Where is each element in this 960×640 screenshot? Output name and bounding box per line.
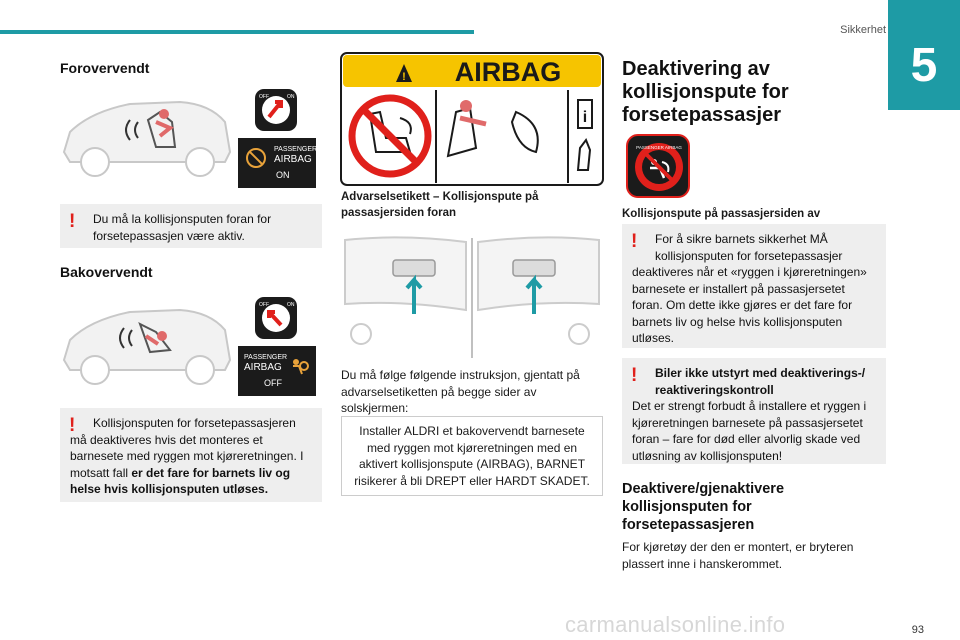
svg-text:ON: ON (287, 302, 295, 308)
airbag-warning-label (340, 52, 604, 186)
warning-text (70, 415, 312, 498)
rear-facing-car-illustration (60, 300, 235, 390)
warning-text: Det er strengt forbudt å installere et ryggen i kjøreretningen barnesete på passasjersetet foran – fare for død eller alvorlig skade ved utløsning av kollisjonsputen! (632, 399, 867, 463)
page-number: 93 (911, 624, 924, 636)
child-seat-deactivated-icon (244, 146, 268, 170)
svg-text:i: i (582, 109, 588, 126)
forward-facing-car-illustration (60, 92, 235, 182)
warning-exclamation-icon: ! (631, 231, 638, 252)
rear-facing-heading: Bakovervendt (60, 264, 153, 280)
warning-text: Du må la kollisjonsputen foran for forsetepassasjen være aktiv. (93, 212, 272, 243)
passenger-airbag-caption: Kollisjonspute på passasjersiden av (622, 208, 821, 220)
warning-exclamation-icon: ! (69, 415, 76, 436)
airbag-off-panel (238, 346, 316, 396)
watermark: carmanualsonline.info (565, 612, 786, 637)
warning-child-safety (622, 224, 886, 348)
panel-passenger-label: PASSENGER (274, 146, 318, 153)
airbag-switch-off-icon (254, 296, 298, 340)
header-accent-bar (0, 30, 474, 34)
instruction-text: Du må følge følgende instruksjon, gjentatt på advarselsetiketten på begge sider av solskjermen: (341, 368, 580, 415)
warning-title: Biler ikke utstyrt med deaktiverings-/ reaktiveringskontroll (655, 366, 866, 397)
svg-text:OFF: OFF (259, 94, 269, 100)
deactivate-reactivate-heading: Deaktivere/gjenaktivere kollisjonsputen for forsetepassasjeren (622, 481, 785, 533)
icon-label-text: PASSENGER AIRBAG (636, 145, 682, 150)
svg-text:!: ! (402, 71, 406, 83)
panel-airbag-label: AIRBAG (274, 154, 312, 165)
warning-exclamation-icon: ! (631, 365, 638, 386)
warning-rear-facing (60, 408, 322, 502)
warning-no-deactivation-control (622, 358, 886, 464)
warning-text-first: For å sikre barnets sikkerhet MÅ kollisjonsputen for forsetepassasjer (655, 232, 843, 263)
warning-label-caption: Advarselsetikett – Kollisjonspute på passasjersiden foran (341, 191, 539, 219)
panel-airbag-label: AIRBAG (244, 362, 282, 373)
deactivation-heading: Deaktivering av kollisjonspute for forsetepassasjer (622, 58, 789, 126)
sun-visor-illustration (341, 230, 603, 360)
panel-state-off: OFF (264, 378, 282, 388)
passenger-airbag-off-icon (626, 134, 690, 198)
warning-text-regular: Kollisjonsputen for forsetepassasjeren må deaktiveres hvis det monteres et barnesete med ryggen mot kjøreretningen. I motsatt fall (70, 416, 304, 480)
svg-text:ON: ON (287, 94, 295, 100)
forward-facing-heading: Forovervendt (60, 60, 150, 76)
switch-location-text: For kjøretøy der den er montert, er bryteren plassert inne i hanskerommet. (622, 540, 854, 571)
airbag-on-panel (238, 138, 316, 188)
warning-text-rest: deaktiveres når et «ryggen i kjøreretningen» barnesete er installert på passasjersetet foran. Om dette ikke gjøres er det fare for barnets liv og helse hvis kollisjonsputen utløses. (632, 265, 867, 345)
chapter-number-tab: 5 (888, 0, 960, 110)
section-title: Sikkerhet (840, 24, 886, 36)
airbag-disabled-symbol-icon (632, 140, 686, 194)
panel-passenger-label: PASSENGER (244, 354, 288, 361)
airbag-off-indicator-icon (288, 356, 310, 378)
label-banner-text: AIRBAG (454, 57, 562, 87)
warning-exclamation-icon: ! (69, 211, 76, 232)
warning-label-quote: Installer ALDRI et bakovervendt barnesete med ryggen mot kjøreretningen med en aktivert kollisjonspute (AIRBAG), BARNET risikerer å bli DREPT eller HARDT SKADET. (341, 416, 603, 496)
warning-forward-facing (60, 204, 322, 248)
warning-text-bold: er det fare for barnets liv og helse hvis kollisjonsputen utløses. (70, 465, 291, 496)
svg-text:OFF: OFF (259, 302, 269, 308)
panel-state-on: ON (276, 170, 290, 180)
airbag-switch-on-icon (254, 88, 298, 132)
